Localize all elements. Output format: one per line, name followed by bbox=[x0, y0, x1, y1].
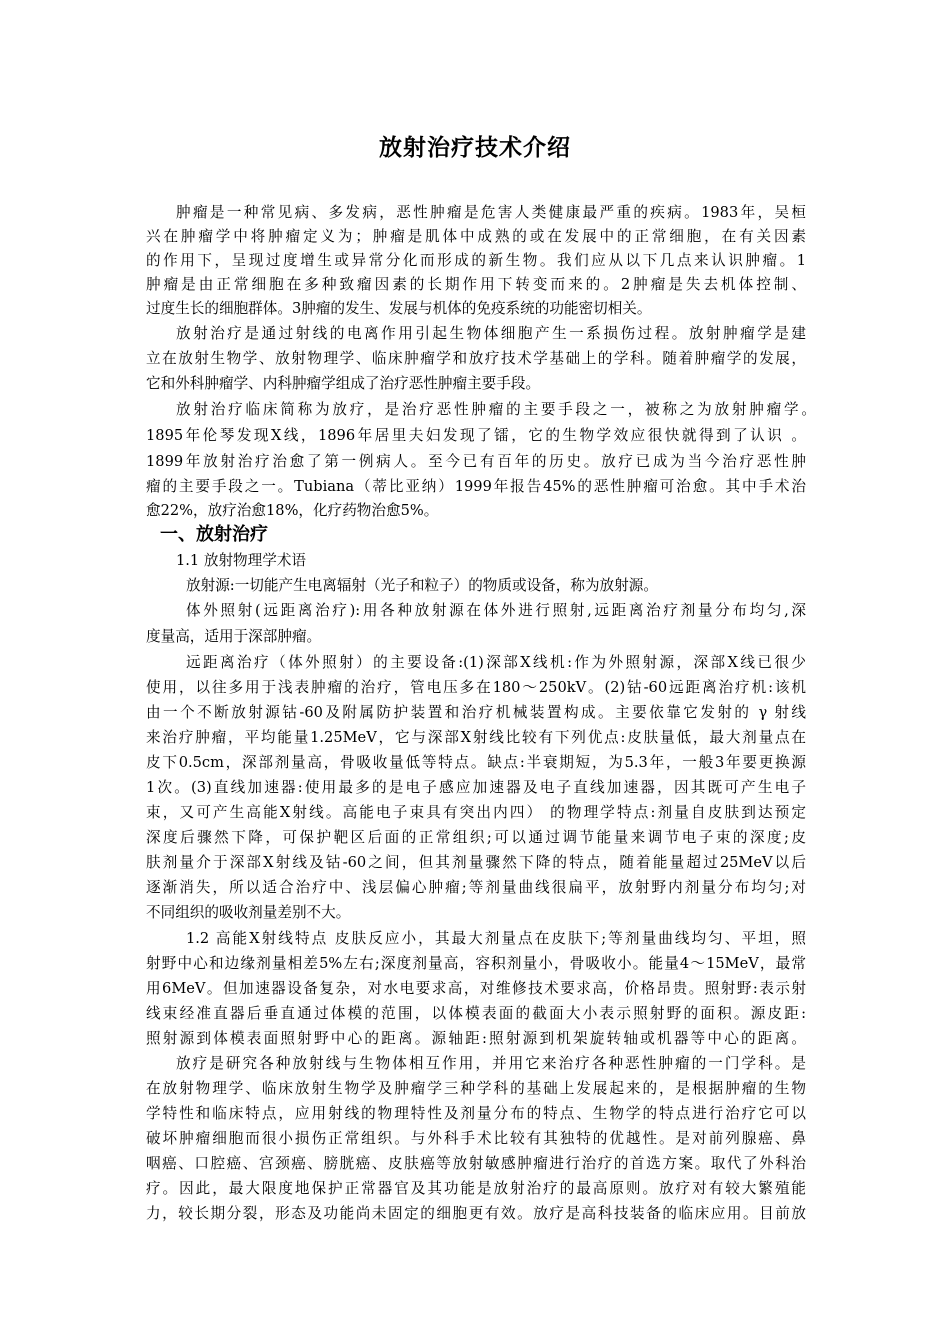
paragraph-line: 深度后骤然下降，可保护靶区后面的正常组织;可以通过调节能量来调节电子束的深度;皮 bbox=[146, 829, 806, 846]
paragraph-line: 瘤的主要手段之一。Tubiana（蒂比亚纳）1999年报告45%的恶性肿瘤可治愈。其中手术治 bbox=[146, 478, 806, 495]
paragraph-line: 束，又可产生高能X射线。高能电子束具有突出内四） 的物理学特点:剂量自皮肤到达预定 bbox=[146, 804, 806, 821]
paragraph-line: 由一个不断放射源钴-60及附属防护装置和治疗机械装置构成。主要依靠它发射的 γ 射线 bbox=[146, 704, 806, 721]
paragraph-line: 它和外科肿瘤学、内科肿瘤学组成了治疗恶性肿瘤主要手段。 bbox=[146, 375, 541, 392]
document-title: 放射治疗技术介绍 bbox=[379, 135, 571, 161]
subsection-heading: 1.1 放射物理学术语 bbox=[176, 552, 307, 569]
paragraph-line: 使用，以往多用于浅表肿瘤的治疗，管电压多在180～250kV。(2)钴-60远距离治疗机:该机 bbox=[146, 679, 806, 696]
paragraph-line: 力，较长期分裂，形态及功能尚未固定的细胞更有效。放疗是高科技装备的临床应用。目前放 bbox=[146, 1205, 806, 1222]
paragraph-line: 来治疗肿瘤，平均能量1.25MeV，它与深部X射线比较有下列优点:皮肤量低，最大剂量点在 bbox=[146, 729, 806, 746]
paragraph-line: 学特性和临床特点，应用射线的物理特性及剂量分布的特点、生物学的特点进行治疗它可以 bbox=[146, 1105, 806, 1122]
paragraph-line: 在放射物理学、临床放射生物学及肿瘤学三种学科的基础上发展起来的，是根据肿瘤的生物 bbox=[146, 1080, 806, 1097]
section-heading: 一、放射治疗 bbox=[160, 524, 268, 545]
paragraph-line: 体外照射(远距离治疗):用各种放射源在体外进行照射,远距离治疗剂量分布均匀,深 bbox=[186, 602, 806, 619]
paragraph-line: 度量高，适用于深部肿瘤。 bbox=[146, 628, 322, 645]
paragraph-line: 放射源:一切能产生电离辐射（光子和粒子）的物质或设备，称为放射源。 bbox=[186, 577, 658, 594]
paragraph-line: 破坏肿瘤细胞而很小损伤正常组织。与外科手术比较有其独特的优越性。是对前列腺癌、鼻 bbox=[146, 1130, 806, 1147]
paragraph-line: 用6MeV。但加速器设备复杂，对水电要求高，对维修技术要求高，价格昂贵。照射野:表示射 bbox=[146, 980, 806, 997]
paragraph-line: 肤剂量介于深部X射线及钴-60之间，但其剂量骤然下降的特点，随着能量超过25MeV以后 bbox=[146, 854, 806, 871]
paragraph-line: 肿瘤是一种常见病、多发病，恶性肿瘤是危害人类健康最严重的疾病。1983年，吴桓 bbox=[176, 204, 806, 221]
paragraph-line: 皮下0.5cm，深部剂量高，骨吸收量低等特点。缺点:半衰期短，为5.3年，一般3年要更换源 bbox=[146, 754, 806, 771]
paragraph-line: 远距离治疗（体外照射）的主要设备:(1)深部X线机:作为外照射源，深部X线已很少 bbox=[186, 654, 806, 671]
paragraph-line: 放射治疗是通过射线的电离作用引起生物体细胞产生一系损伤过程。放射肿瘤学是建 bbox=[176, 325, 806, 342]
paragraph-line: 1次。(3)直线加速器:使用最多的是电子感应加速器及电子直线加速器，因其既可产生电子 bbox=[146, 779, 806, 796]
paragraph-line: 放射治疗临床简称为放疗，是治疗恶性肿瘤的主要手段之一，被称之为放射肿瘤学。 bbox=[176, 401, 816, 418]
paragraph-line: 愈22%，放疗治愈18%，化疗药物治愈5%。 bbox=[146, 502, 439, 519]
paragraph-line: 放疗是研究各种放射线与生物体相互作用，并用它来治疗各种恶性肿瘤的一门学科。是 bbox=[176, 1055, 806, 1072]
paragraph-line: 1.2 高能X射线特点 皮肤反应小，其最大剂量点在皮肤下;等剂量曲线均匀、平坦，照 bbox=[186, 930, 806, 947]
paragraph-line: 线束经准直器后垂直通过体模的范围，以体模表面的截面大小表示照射野的面积。源皮距: bbox=[146, 1005, 806, 1022]
paragraph-line: 疗。因此，最大限度地保护正常器官及其功能是放射治疗的最高原则。放疗对有较大繁殖能 bbox=[146, 1180, 806, 1197]
paragraph-line: 的作用下，呈现过度增生或异常分化而形成的新生物。我们应从以下几点来认识肿瘤。1 bbox=[146, 252, 806, 269]
paragraph-line: 过度生长的细胞群体。3肿瘤的发生、发展与机体的免疫系统的功能密切相关。 bbox=[146, 300, 652, 317]
paragraph-line: 立在放射生物学、放射物理学、临床肿瘤学和放疗技术学基础上的学科。随着肿瘤学的发展， bbox=[146, 350, 806, 367]
paragraph-line: 1899年放射治疗治愈了第一例病人。至今已有百年的历史。放疗已成为当今治疗恶性肿 bbox=[146, 453, 806, 470]
paragraph-line: 1895年伦琴发现X线，1896年居里夫妇发现了镭，它的生物学效应很快就得到了认识 。 bbox=[146, 427, 806, 444]
paragraph-line: 照射源到体模表面照射野中心的距离。源轴距:照射源到机架旋转轴或机器等中心的距离。 bbox=[146, 1030, 806, 1047]
paragraph-line: 逐渐消失，所以适合治疗中、浅层偏心肿瘤;等剂量曲线很扁平，放射野内剂量分布均匀;对 bbox=[146, 879, 806, 896]
paragraph-line: 不同组织的吸收剂量差别不大。 bbox=[146, 904, 351, 921]
paragraph-line: 肿瘤是由正常细胞在多种致瘤因素的长期作用下转变而来的。2肿瘤是失去机体控制、 bbox=[146, 276, 806, 293]
paragraph-line: 兴在肿瘤学中将肿瘤定义为；肿瘤是肌体中成熟的或在发展中的正常细胞，在有关因素 bbox=[146, 228, 806, 245]
paragraph-line: 咽癌、口腔癌、宫颈癌、膀胱癌、皮肤癌等放射敏感肿瘤进行治疗的首选方案。取代了外科治 bbox=[146, 1155, 806, 1172]
paragraph-line: 射野中心和边缘剂量相差5%左右;深度剂量高，容积剂量小，骨吸收小。能量4～15MeV，最常 bbox=[146, 955, 806, 972]
